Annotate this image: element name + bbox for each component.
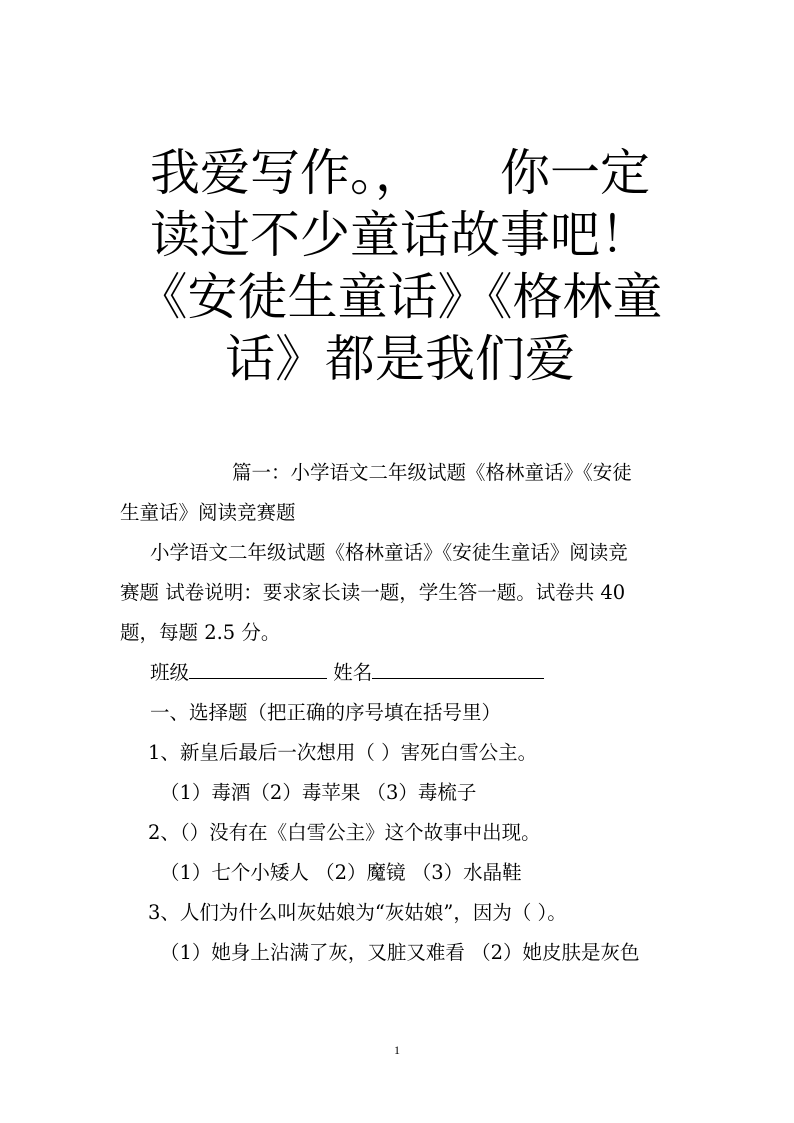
title-line: 话》都是我们爱 — [225, 330, 575, 388]
question-3-options: （1）她身上沾满了灰，又脏又难看 （2）她皮肤是灰色 — [160, 941, 640, 964]
intro-line: 小学语文二年级试题《格林童话》《安徒生童话》阅读竞 — [150, 541, 628, 564]
class-blank — [189, 656, 327, 679]
name-label: 姓名 — [333, 661, 373, 684]
intro-line: 赛题 试卷说明：要求家长读一题，学生答一题。试卷共 40 — [120, 581, 626, 604]
title-line: 我爱写作。， 你一定 — [150, 144, 650, 202]
document-body — [120, 453, 680, 973]
title-line: 读过不少童话故事吧！ — [150, 206, 650, 264]
student-info-line — [120, 653, 680, 693]
article-heading-line: 生童话》阅读竞赛题 — [120, 501, 296, 524]
page-number: 1 — [394, 1043, 400, 1057]
question-3: 3、人们为什么叫灰姑娘为“灰姑娘”，因为（ ）。 — [148, 901, 567, 924]
document-title — [120, 142, 680, 390]
section-heading: 一、选择题（把正确的序号填在括号里） — [150, 701, 502, 724]
article-heading-line: 篇一：小学语文二年级试题《格林童话》《安徒 — [232, 461, 632, 484]
name-blank — [372, 656, 544, 679]
intro-line: 题，每题 2.5 分。 — [120, 621, 281, 644]
question-2-options: （1）七个小矮人 （2）魔镜 （3）水晶鞋 — [160, 861, 522, 884]
question-2: 2、（）没有在《白雪公主》这个故事中出现。 — [148, 821, 541, 844]
class-label: 班级 — [150, 661, 190, 684]
question-1-options: （1）毒酒（2）毒苹果 （3）毒梳子 — [160, 781, 477, 804]
title-line: 《安徒生童话》《格林童 — [137, 268, 663, 326]
question-1: 1、新皇后最后一次想用（ ）害死白雪公主。 — [148, 741, 538, 764]
